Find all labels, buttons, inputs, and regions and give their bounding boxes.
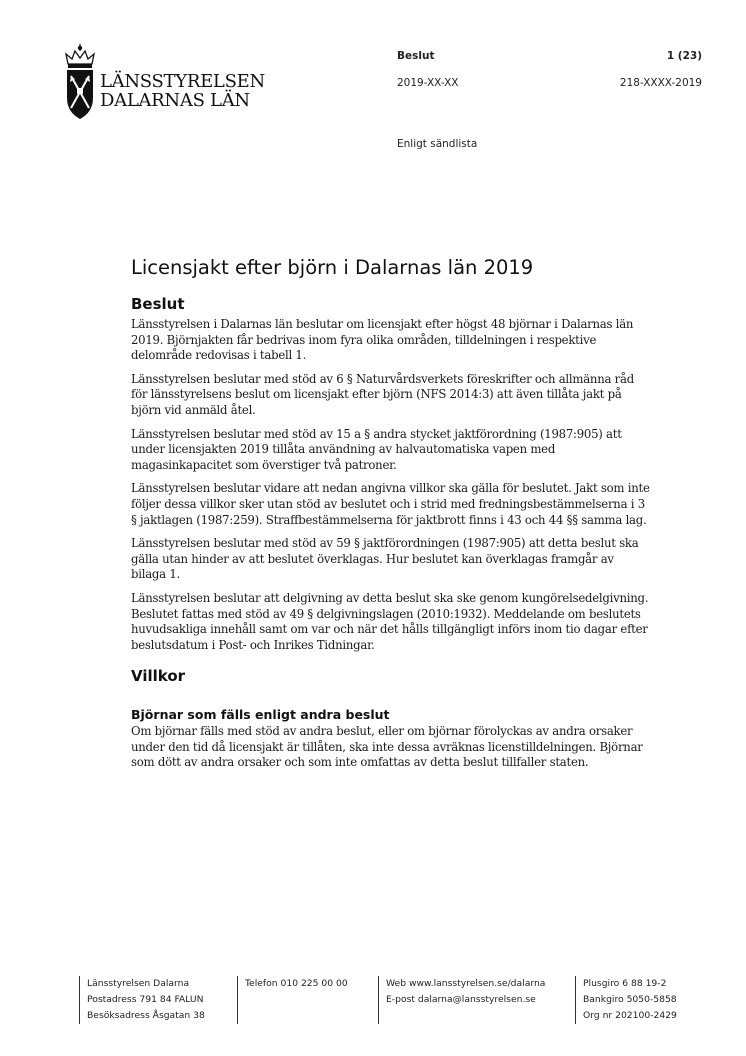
page-number: 1 (23): [666, 50, 702, 62]
footer-visiting-address: Besöksadress Åsgatan 38: [87, 1010, 205, 1021]
footer-bankgiro: Bankgiro 5050-5858: [583, 994, 677, 1005]
paragraph: Länsstyrelsen i Dalarnas län beslutar om licensjakt efter högst 48 björnar i Dalarnas län 2019. Björnjakten får bedrivas inom fyra olika områden, tilldelningen i respektive delområde redovisas i tabell 1.: [131, 317, 634, 363]
paragraph: Länsstyrelsen beslutar med stöd av 6 § Naturvårdsverkets föreskrifter och allmänna råd för länsstyrelsens beslut om licensjakt efter björn (NFS 2014:3) att även tillåta jakt på björn vid anmäld åtel.: [131, 371, 634, 417]
document-body: [131, 256, 651, 779]
footer-org-number: Org nr 202100-2429: [583, 1010, 677, 1021]
paragraph: Länsstyrelsen beslutar med stöd av 59 § jaktförordningen (1987:905) att detta beslut ska gälla utan hinder av att beslutet överklagas. Hur beslutet kan överklagas framgår av bilaga 1.: [131, 536, 639, 582]
footer-address-column: [79, 976, 205, 1024]
paragraph: Länsstyrelsen beslutar att delgivning av detta beslut ska ske genom kungörelsedelgivning. Beslutet fattas med stöd av 49 § delgivningslagen (2010:1932). Meddelande om beslutets huvudsakliga innehåll samt om var och när det hålls tillgängligt införs inom tio dagar efter beslutsdatum i Post- och Inrikes Tidningar.: [131, 590, 649, 652]
section-heading-villkor: Villkor: [131, 667, 186, 686]
section-heading-beslut: Beslut: [131, 295, 185, 313]
subsection-heading: Björnar som fälls enligt andra beslut: [131, 707, 390, 723]
footer-org-name: Länsstyrelsen Dalarna: [87, 978, 190, 989]
footer-phone-column: [237, 976, 348, 1024]
footer-web-column: [378, 976, 545, 1024]
footer-plusgiro: Plusgiro 6 88 19-2: [583, 978, 667, 989]
document-reference: 218-XXXX-2019: [619, 77, 702, 89]
paragraph: Länsstyrelsen beslutar med stöd av 15 a § andra stycket jaktförordning (1987:905) att under licensjakten 2019 tillåta användning av halvautomatiska vapen med magasinkapacitet som överstiger två patroner.: [131, 426, 622, 472]
document-type: Beslut: [397, 50, 435, 62]
footer-postal-address: Postadress 791 84 FALUN: [87, 994, 204, 1005]
paragraph: Länsstyrelsen beslutar vidare att nedan angivna villkor ska gälla för beslutet. Jakt som inte följer dessa villkor sker utan stöd av beslutet och i strid med fredningsbestämmelserna i 3 § jaktlagen (1987:259). Straffbestämmelserna för jaktbrott finns i 43 och 44 §§ samma lag.: [131, 481, 650, 527]
footer-web: Web www.lansstyrelsen.se/dalarna: [386, 978, 546, 989]
recipients-note: Enligt sändlista: [397, 138, 478, 150]
footer-email: E-post dalarna@lansstyrelsen.se: [386, 994, 536, 1005]
coat-of-arms-icon: [62, 42, 98, 122]
footer-phone: Telefon 010 225 00 00: [245, 978, 348, 989]
logo-text-line2: DALARNAS LÄN: [100, 90, 250, 111]
agency-logo: [62, 42, 265, 124]
footer-banking-column: [575, 976, 677, 1024]
document-date: 2019-XX-XX: [397, 77, 459, 89]
logo-text-line1: LÄNSSTYRELSEN: [100, 71, 265, 92]
document-title: Licensjakt efter björn i Dalarnas län 2019: [131, 256, 534, 279]
paragraph: Om björnar fälls med stöd av andra beslut, eller om björnar förolyckas av andra orsaker under den tid då licensjakt är tillåten, ska inte dessa avräknas licenstilldelningen. Björnar som dött av andra orsaker och som inte omfattas av detta beslut tillfaller staten.: [131, 724, 643, 770]
